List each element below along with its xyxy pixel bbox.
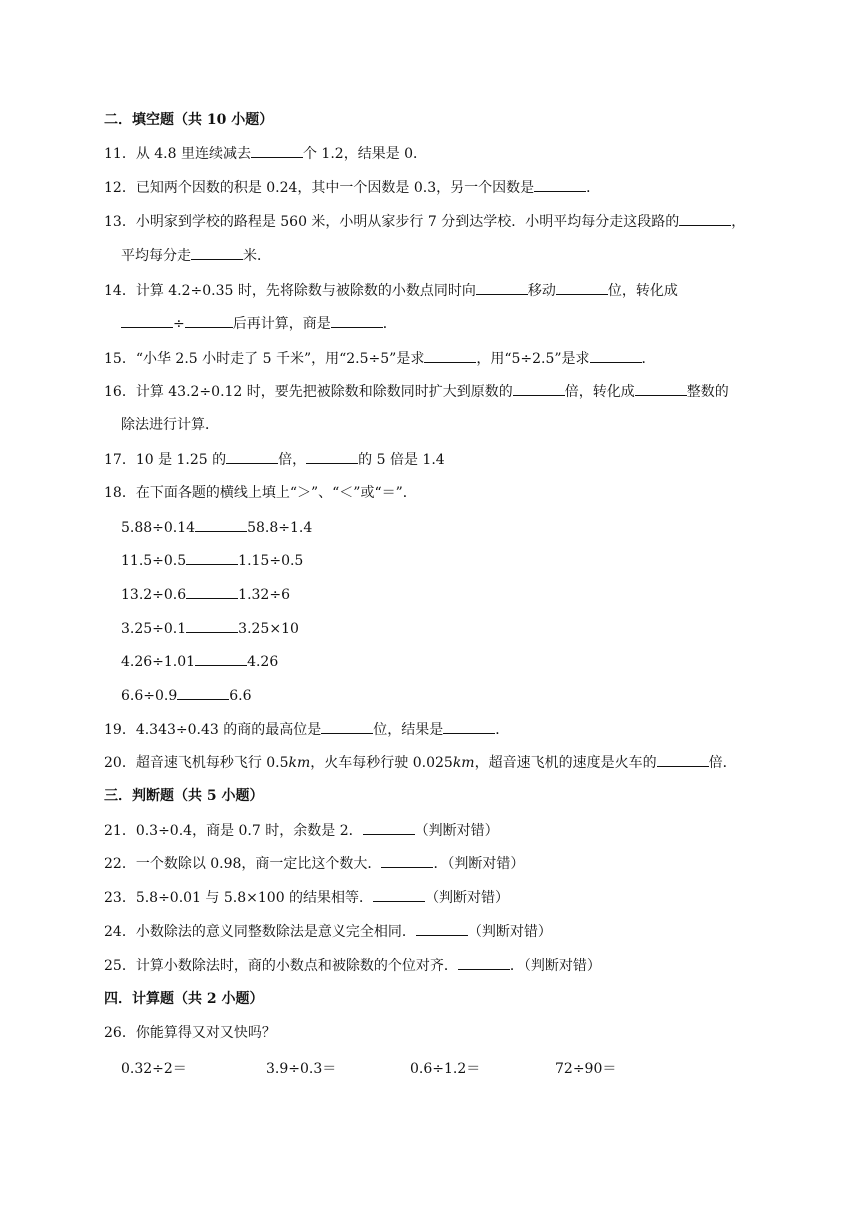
question-text: ．: [495, 722, 510, 738]
question-23: [104, 887, 509, 908]
answer-blank[interactable]: [121, 313, 173, 328]
answer-blank[interactable]: [657, 752, 709, 767]
question-text: 23．5.8÷0.01 与 5.8×100 的结果相等．: [104, 890, 374, 906]
question-14-continued: [121, 313, 397, 334]
expression-right: 1.15÷0.5: [238, 553, 304, 569]
question-text: （判断对错）: [414, 823, 499, 839]
question-20: [104, 752, 737, 773]
question-text: 米．: [243, 248, 271, 264]
expression-left: 11.5÷0.5: [121, 553, 187, 569]
answer-blank[interactable]: [458, 955, 510, 970]
calculation-item: 72÷90＝: [555, 1061, 617, 1077]
question-18: [104, 483, 417, 503]
section-heading-fill-in: 二．填空题（共 10 小题）: [104, 112, 274, 128]
question-17: [104, 449, 445, 470]
question-text: 24．小数除法的意义同整数除法是意义完全相同．: [104, 924, 416, 940]
question-25: [104, 955, 601, 976]
expression-right: 1.32÷6: [238, 587, 290, 603]
question-text: 位，转化成: [607, 283, 678, 299]
answer-blank[interactable]: [373, 887, 425, 902]
question-text: 位，结果是: [373, 722, 444, 738]
question-text: 倍．: [708, 755, 737, 771]
answer-blank[interactable]: [679, 211, 731, 226]
unit-km: km: [288, 755, 311, 771]
question-26: [104, 1023, 276, 1043]
comparison-item: [121, 685, 252, 706]
question-22: [104, 853, 524, 874]
question-24: [104, 921, 552, 942]
answer-blank[interactable]: [590, 348, 642, 363]
question-text: ．: [641, 351, 656, 367]
expression-left: 4.26÷1.01: [121, 654, 196, 670]
question-text: ．: [586, 180, 601, 196]
unit-km: km: [452, 755, 475, 771]
expression-left: 6.6÷0.9: [121, 688, 178, 704]
calculation-item: 3.9÷0.3＝: [266, 1061, 337, 1077]
question-11: [104, 143, 427, 164]
answer-blank[interactable]: [331, 313, 383, 328]
question-text: 19．4.343÷0.43 的商的最高位是: [104, 722, 322, 738]
question-15: [104, 348, 656, 369]
question-16: [104, 381, 729, 402]
expression-right: 4.26: [247, 654, 279, 670]
question-text: （判断对错）: [425, 890, 510, 906]
answer-blank[interactable]: [321, 719, 373, 734]
question-text: 倍，转化成: [564, 384, 635, 400]
question-text: ．（判断对错）: [433, 856, 525, 872]
expression-left: 13.2÷0.6: [121, 587, 187, 603]
question-text: ，: [731, 214, 746, 230]
comparison-item: [121, 651, 278, 672]
question-text: 倍，: [278, 452, 307, 468]
question-text: 后再计算，商是: [232, 316, 331, 332]
question-14: [104, 280, 678, 301]
question-21: [104, 820, 499, 841]
answer-blank[interactable]: [185, 313, 233, 328]
answer-blank[interactable]: [191, 245, 243, 260]
question-text: 15．“小华 2.5 小时走了 5 千米”，用“2.5÷5”是求: [104, 351, 425, 367]
question-12: [104, 177, 600, 198]
answer-blank[interactable]: [195, 651, 247, 666]
question-text: 18．在下面各题的横线上填上“＞”、“＜”或“＝”．: [104, 485, 417, 501]
question-text: 移动: [527, 283, 556, 299]
comparison-item: [121, 550, 303, 571]
expression-right: 3.25×10: [238, 621, 299, 637]
question-text: ．: [382, 316, 397, 332]
question-text: 除法进行计算．: [121, 417, 219, 433]
comparison-item: [121, 517, 312, 538]
question-text: 20．超音速飞机每秒飞行 0.5: [104, 755, 289, 771]
question-text: 个 1.2，结果是 0．: [302, 146, 428, 162]
answer-blank[interactable]: [476, 280, 528, 295]
answer-blank[interactable]: [186, 550, 238, 565]
expression-left: 5.88÷0.14: [121, 520, 196, 536]
question-text: 22．一个数除以 0.98，商一定比这个数大．: [104, 856, 382, 872]
question-text: ，用“5÷2.5”是求: [476, 351, 590, 367]
question-text: ，火车每秒行驶 0.025: [310, 755, 453, 771]
question-text: ．（判断对错）: [509, 958, 601, 974]
expression-right: 6.6: [229, 688, 252, 704]
answer-blank[interactable]: [306, 449, 358, 464]
question-text: 14．计算 4.2÷0.35 时，先将除数与被除数的小数点同时向: [104, 283, 476, 299]
question-text: 25．计算小数除法时，商的小数点和被除数的个位对齐．: [104, 958, 458, 974]
answer-blank[interactable]: [186, 618, 238, 633]
answer-blank[interactable]: [186, 584, 238, 599]
question-text: （判断对错）: [467, 924, 552, 940]
comparison-item: [121, 584, 290, 605]
answer-blank[interactable]: [226, 449, 278, 464]
comparison-item: [121, 618, 299, 639]
answer-blank[interactable]: [251, 143, 303, 158]
answer-blank[interactable]: [424, 348, 476, 363]
question-text: 整数的: [686, 384, 729, 400]
answer-blank[interactable]: [556, 280, 608, 295]
section-heading-true-false: 三．判断题（共 5 小题）: [104, 788, 264, 804]
answer-blank[interactable]: [416, 921, 468, 936]
answer-blank[interactable]: [513, 381, 565, 396]
question-text: 平均每分走: [121, 248, 191, 264]
question-text: 13．小明家到学校的路程是 560 米，小明从家步行 7 分到达学校．小明平均每分走这段路的: [104, 214, 680, 230]
answer-blank[interactable]: [363, 820, 415, 835]
answer-blank[interactable]: [443, 719, 495, 734]
question-16-continued: [121, 415, 219, 435]
question-text: 26．你能算得又对又快吗？: [104, 1025, 276, 1041]
expression-left: 3.25÷0.1: [121, 621, 187, 637]
question-text: 11．从 4.8 里连续减去: [104, 146, 251, 162]
question-text: 12．已知两个因数的积是 0.24，其中一个因数是 0.3，另一个因数是: [104, 180, 535, 196]
question-text: ，超音速飞机的速度是火车的: [474, 755, 657, 771]
calculation-item: 0.32÷2＝: [121, 1061, 187, 1077]
question-text: 16．计算 43.2÷0.12 时，要先把被除数和除数同时扩大到原数的: [104, 384, 513, 400]
question-19: [104, 719, 509, 740]
section-heading-calculation: 四．计算题（共 2 小题）: [104, 991, 264, 1007]
question-13-continued: [121, 245, 271, 266]
expression-right: 58.8÷1.4: [247, 520, 313, 536]
answer-blank[interactable]: [195, 517, 247, 532]
answer-blank[interactable]: [635, 381, 687, 396]
answer-blank[interactable]: [534, 177, 586, 192]
question-13: [104, 211, 745, 232]
question-text: 的 5 倍是 1.4: [358, 452, 445, 468]
answer-blank[interactable]: [381, 853, 433, 868]
question-text: 21．0.3÷0.4，商是 0.7 时，余数是 2．: [104, 823, 363, 839]
answer-blank[interactable]: [177, 685, 229, 700]
calculation-item: 0.6÷1.2＝: [410, 1061, 481, 1077]
question-text: 17．10 是 1.25 的: [104, 452, 227, 468]
question-text: ÷: [173, 316, 185, 332]
